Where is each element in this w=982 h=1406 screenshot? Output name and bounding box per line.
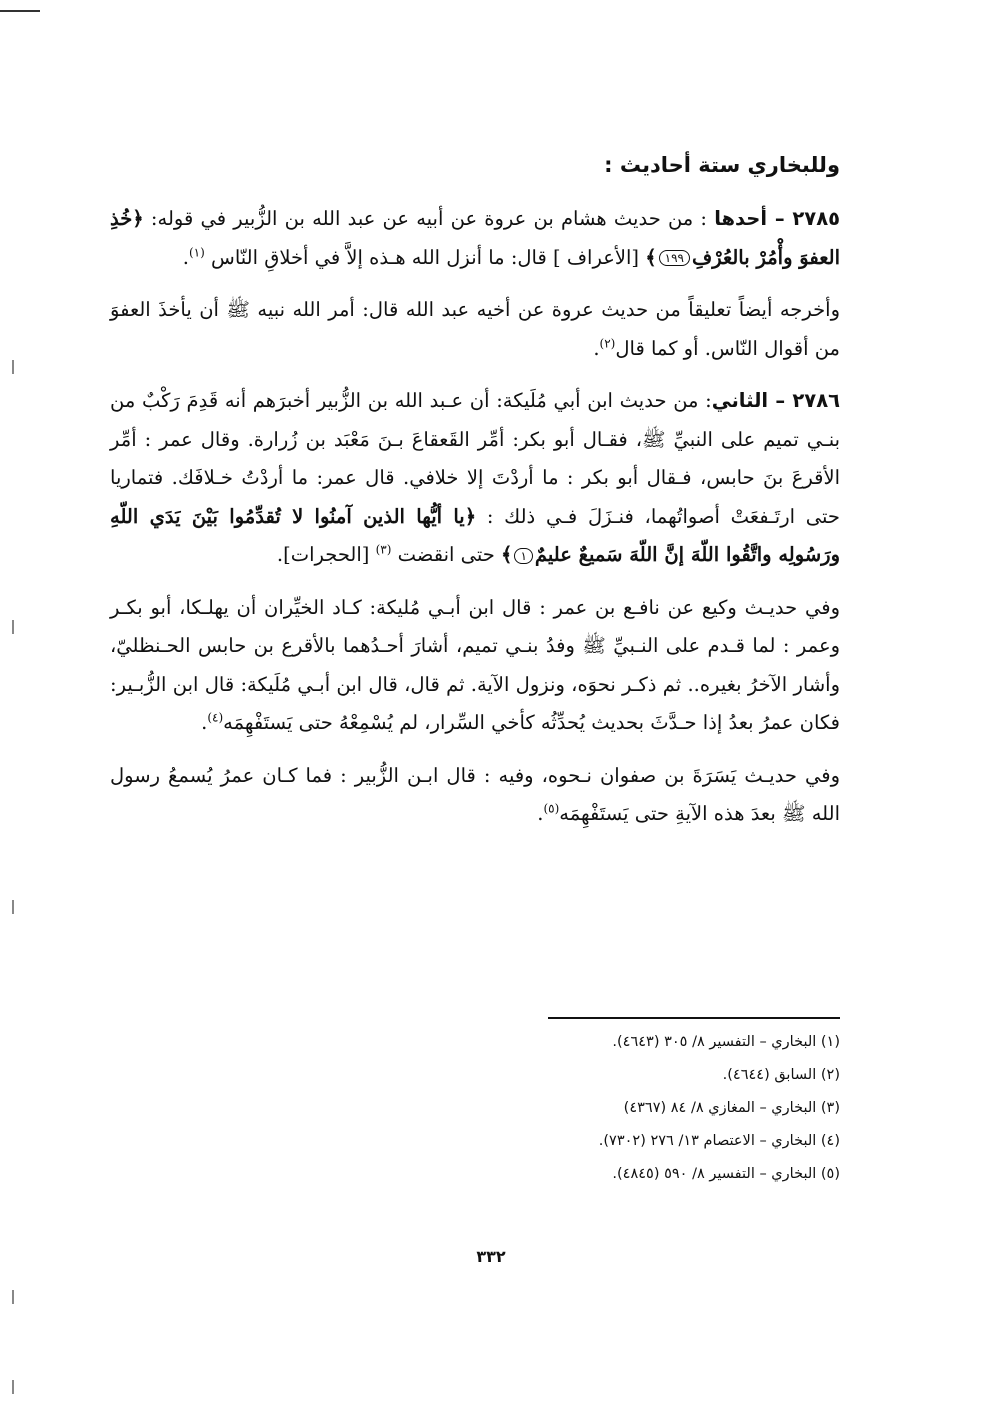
hadith-2786-waki	[110, 589, 840, 743]
hadith-2786-yasara	[110, 757, 840, 834]
sentence-end: .	[537, 802, 544, 825]
section-heading: وللبخاري ستة أحاديث :	[604, 153, 840, 177]
hadith-2785-note	[110, 291, 840, 368]
footnote-ref: (٢)	[599, 336, 616, 350]
footnote-ref: (١)	[188, 245, 205, 259]
hadith-lead: – الثاني	[711, 389, 793, 412]
sentence-end: .	[593, 336, 600, 360]
hadith-lead: – أحدها	[714, 207, 793, 230]
hadith-text: وفي حديـث يَسَرَةَ بن صفوان نـحوه، وفيه : قال ابـن الزُّبير : فما كـان عمرُ يُسمعُ رسول الله ﷺ بعدَ هذه الآيةِ حتى يَستَفْهِمَه	[110, 763, 840, 825]
footnote-ref: (٣)	[375, 542, 392, 557]
quran-quote-end: ﴾	[501, 543, 513, 566]
hadith-number: ٢٧٨٦	[792, 389, 840, 412]
hadith-number: ٢٧٨٥	[792, 207, 840, 230]
hadith-2786	[110, 382, 840, 575]
page-number: ٣٣٢	[476, 1247, 506, 1266]
quran-quote-end: ﴾	[645, 245, 657, 269]
scan-margin-specks	[0, 0, 20, 1406]
ayah-number-badge: ١	[514, 548, 532, 564]
sentence-end: .	[182, 245, 189, 269]
hadith-2785	[110, 200, 840, 277]
footnote-item: (٢) السابق (٤٦٤٤).	[722, 1067, 840, 1083]
hadith-text-continued: حتى انقضت	[397, 543, 501, 566]
footnote-item: (٥) البخاري – التفسير ٨/ ٥٩٠ (٤٨٤٥).	[612, 1166, 840, 1182]
footnote-ref: (٥)	[543, 801, 560, 816]
footnotes	[500, 1026, 840, 1191]
footnote-item: (٣) البخاري – المغازي ٨/ ٨٤ (٤٣٦٧)	[623, 1100, 840, 1116]
quran-quote: ﴿خُذِ العفوَ وأْمُرْ بالعُرْفِ	[110, 207, 840, 269]
ayah-number-badge: ١٩٩	[659, 250, 690, 266]
hadith-text: : من حديث هشام بن عروة عن أبيه عن عبد الله بن الزُّبير في قوله:	[143, 207, 715, 230]
page-body	[110, 150, 840, 844]
footnote-ref: (٤)	[207, 710, 224, 725]
footnote-item: (٤) البخاري – الاعتصام ١٣/ ٢٧٦ (٧٣٠٢).	[598, 1133, 840, 1149]
footnote-separator	[548, 1017, 840, 1019]
hadith-text: وفي حديـث وكيع عن نافـع بن عمر : قال ابن أبـي مُليكة: كـاد الخيِّران أن يهلـكا، أبو بكـر وعمر : لما قـدم على النـبيِّ ﷺ وفدُ بنـي تميم، أشارَ أحـدُهما بالأقرع بن حابس الحـنظليّ، وأشار الآخرُ بغيره.. ثم ذكـر نحوَه، ونزول الآية. ثم قال، قال ابن أبـي مُلَيكة: قال ابن الزُّبـير: فكان عمرُ بعدُ إذا حـدَّثَ بحديث يُحدِّثُه كأخي السِّرار، لم يُسْمِعْهُ حتى يَستَفْهِمَه	[110, 595, 840, 734]
hadith-text-continued: [الأعراف ] قال: ما أنزل الله هـذه إلاَّ في أخلاقِ النّاس	[211, 245, 646, 269]
footnote-item: (١) البخاري – التفسير ٨/ ٣٠٥ (٤٦٤٣).	[612, 1034, 840, 1050]
sentence-end: .	[201, 711, 208, 734]
hadith-text: : من حديث ابن أبي مُلَيكة: أن عـبد الله بن الزُّبير أخبرَهم أنه قَدِمَ رَكْبٌ من بنـي تميم على النبيِّ ﷺ، فقـال أبو بكر: أمِّر القَعقاعَ بـنَ مَعْبَد بن زُرارة. وقال عمر : أمِّر الأقرعَ بنَ حابس، فـقال أبو بكر : ما أردْتَ إلا خلافي. قال عمر: ما أردْتُ خـلافَك. فتماريا حتى ارتَـفعَتْ أصواتُهما، فنـزَلَ فـي ذلك :	[110, 389, 840, 528]
quran-quote: ﴿يا أيُّها الذين آمنُوا لا تُقدِّمُوا بَيْنَ يَدَي اللّهِ ورَسُولِه واتَّقُوا اللّهَ إنَّ اللّهَ سَميعٌ عليمٌ	[110, 504, 840, 566]
sentence-end: [الحجرات].	[276, 543, 376, 566]
hadith-text: وأخرجه أيضاً تعليقاً من حديث عروة عن أخيه عبد الله قال: أمر الله نبيه ﷺ أن يأخذَ العفوَ من أقوال النّاس. أو كما قال	[110, 298, 840, 360]
